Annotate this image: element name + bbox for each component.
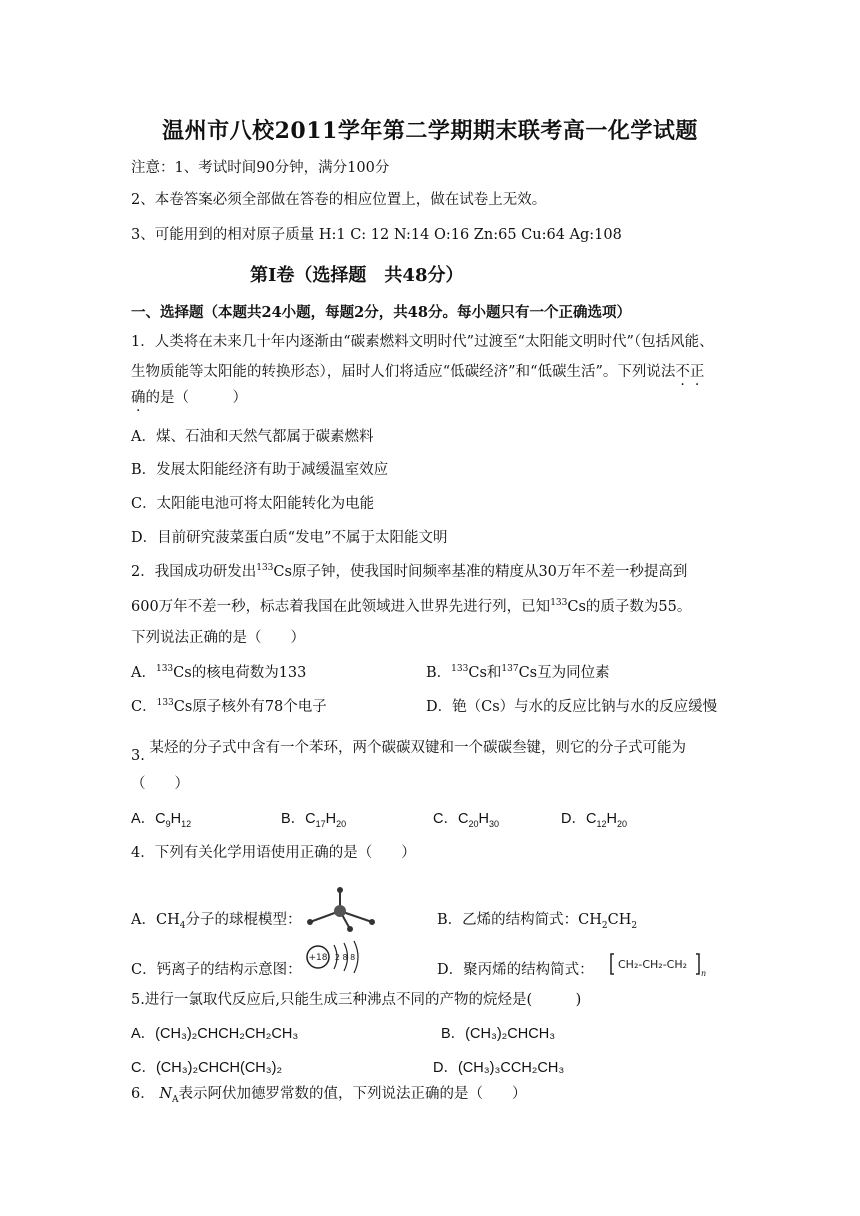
note-3: 3、可能用到的相对原子质量 H:1 C: 12 N:14 O:16 Zn:65 Cu:64 Ag:108	[131, 227, 622, 243]
q4-option-b	[437, 910, 637, 930]
q1-option-b: B．发展太阳能经济有助于减缓温室效应	[131, 462, 389, 478]
q4-b-pre: B．乙烯的结构简式：CH	[437, 912, 602, 928]
q3-option-b	[281, 809, 346, 829]
q1-line-1: 1．人类将在未来几十年内逐渐由“碳素燃料文明时代”过渡至“太阳能文明时代”（包括风能、	[131, 334, 714, 350]
calcium-ion-diagram	[304, 939, 364, 975]
q4-stem: 4．下列有关化学用语使用正确的是（ ）	[131, 845, 416, 861]
q2-l2a: 600万年不差一秒，标志着我国在此领域进入世界先进行列，已知	[131, 599, 551, 615]
q2-l2b: Cs的质子数为55。	[567, 599, 692, 615]
q1-emph-1: 不	[675, 364, 690, 380]
q2-mass-133b: 133	[550, 598, 568, 609]
q3-c-c: C．C	[433, 811, 469, 827]
q3-option-d	[561, 809, 627, 829]
q2-mass-133: 133	[256, 563, 274, 574]
note-2: 2、本卷答案必须全部做在答卷的相应位置上，做在试卷上无效。	[131, 192, 547, 208]
q2-l1a: 2．我国成功研发出	[131, 564, 257, 580]
q3-a-sub1: 9	[165, 818, 171, 829]
part-heading: 一、选择题（本题共24小题，每题2分，共48分。每小题只有一个正确选项）	[131, 304, 631, 321]
q5-options-cd	[131, 1058, 751, 1078]
ion-nucleus-label: +18	[308, 953, 328, 963]
q3-option-c	[433, 809, 499, 829]
q2-b-sup1: 133	[451, 664, 469, 675]
q2-a-sup: 133	[155, 664, 174, 675]
q2-c-label: C．	[131, 699, 157, 715]
q4-option-c: C．钙离子的结构示意图：	[131, 962, 302, 978]
poly-n: n	[701, 969, 707, 978]
q6-na-sub: A	[172, 1094, 179, 1105]
ch4-ball-stick-model-image	[302, 887, 378, 933]
q2-options-cd	[131, 697, 751, 717]
q6-na: N	[159, 1086, 173, 1102]
q5-stem: 5.进行一氯取代反应后,只能生成三种沸点不同的产物的烷烃是( )	[131, 992, 582, 1008]
q3-c-h: H	[478, 811, 489, 827]
q3-num: 3.	[131, 748, 145, 764]
q5-option-d: D．(CH₃)₃CCH₂CH₃	[433, 1060, 565, 1076]
q1-option-a: A．煤、石油和天然气都属于碳素燃料	[131, 429, 374, 445]
q1-line-3-text: 的是（ ）	[145, 390, 247, 406]
polypropylene-structure	[610, 950, 710, 978]
q3-d-c: D．C	[561, 811, 597, 827]
q4-a-post: 分子的球棍模型：	[185, 912, 302, 928]
q3-line-1	[131, 738, 686, 764]
q4-a-pre: A．CH	[131, 912, 180, 928]
q2-c-text: Cs原子核外有78个电子	[173, 699, 327, 715]
q4-b-mid: CH	[607, 912, 632, 928]
q3-c-sub2: 30	[488, 818, 499, 829]
q2-a-text: Cs的核电荷数为133	[173, 665, 307, 681]
q2-c-sup: 133	[156, 698, 174, 709]
q1-line-3	[131, 388, 247, 408]
q4-a-sub: 4	[179, 920, 186, 931]
note-1: 注意：1、考试时间90分钟，满分100分	[131, 160, 390, 176]
q2-a-label: A．	[131, 665, 156, 681]
q4-options-ab	[131, 910, 751, 930]
q3-paren: （ ）	[131, 776, 189, 792]
ion-shells-label: 2 8 8	[334, 953, 356, 962]
q3-option-a	[131, 809, 191, 829]
q3-b-h: H	[325, 811, 337, 827]
q5-option-a: A．(CH₃)₂CHCH₂CH₂CH₃	[131, 1026, 299, 1042]
q3-d-sub2: 20	[616, 818, 627, 829]
q3-a-h: H	[170, 811, 182, 827]
q2-option-b	[426, 663, 610, 683]
q2-l1b: Cs原子钟，使我国时间频率基准的精度从30万年不差一秒提高到	[273, 564, 688, 580]
q1-emph-3: 确	[131, 390, 146, 406]
poly-formula: CH₂-CH₂-CH₂	[618, 958, 688, 971]
q2-options-ab	[131, 663, 751, 683]
q2-option-a	[131, 665, 306, 681]
q2-b-end: Cs互为同位素	[518, 665, 610, 681]
q4-b-sub2: 2	[631, 920, 638, 931]
q1-option-d: D．目前研究菠菜蛋白质“发电”不属于太阳能文明	[131, 530, 448, 546]
q5-option-c: C．(CH₃)₂CHCH(CH₃)₂	[131, 1060, 283, 1076]
q2-option-d: D．铯（Cs）与水的反应比钠与水的反应缓慢	[426, 699, 718, 715]
q2-b-label: B．	[426, 665, 452, 681]
q1-emph-2: 正	[689, 364, 705, 380]
q4-option-d: D．聚丙烯的结构简式：	[437, 962, 594, 978]
q3-text: 某烃的分子式中含有一个苯环，两个碳碳双键和一个碳碳叁键，则它的分子式可能为	[149, 740, 686, 756]
q6-text: 表示阿伏加德罗常数的值，下列说法正确的是（ ）	[178, 1086, 527, 1102]
q3-b-c: B．C	[281, 811, 316, 827]
q6-stem	[131, 1084, 527, 1104]
q2-line-2	[131, 597, 691, 617]
q1-option-c: C．太阳能电池可将太阳能转化为电能	[131, 496, 375, 512]
q3-d-h: H	[606, 811, 617, 827]
q4-b-sub1: 2	[601, 920, 608, 931]
q4-option-a	[131, 912, 302, 931]
q2-option-c	[131, 699, 327, 715]
q2-line-1	[131, 562, 687, 582]
section-title: 第Ⅰ卷（选择题 共48分）	[250, 265, 464, 286]
q3-b-sub1: 17	[315, 818, 326, 829]
q3-a-sub2: 12	[181, 818, 192, 829]
exam-title: 温州市八校2011学年第二学期期末联考高一化学试题	[162, 118, 698, 144]
q1-line-2	[131, 362, 704, 382]
q2-line-3: 下列说法正确的是（ ）	[131, 630, 305, 646]
q2-b-sup2: 137	[501, 664, 519, 675]
q6-num: 6．	[131, 1086, 155, 1102]
q3-b-sub2: 20	[336, 818, 347, 829]
q3-c-sub1: 20	[468, 818, 479, 829]
q5-option-b: B．(CH₃)₂CHCH₃	[441, 1026, 556, 1042]
q3-a-c: A．C	[131, 811, 166, 827]
q2-b-mid: Cs和	[468, 665, 502, 681]
q1-line-2-text: 生物质能等太阳能的转换形态），届时人们将适应“低碳经济”和“低碳生活”。下列说法	[131, 364, 676, 380]
q3-d-sub1: 12	[596, 818, 607, 829]
q5-options-ab	[131, 1024, 751, 1044]
